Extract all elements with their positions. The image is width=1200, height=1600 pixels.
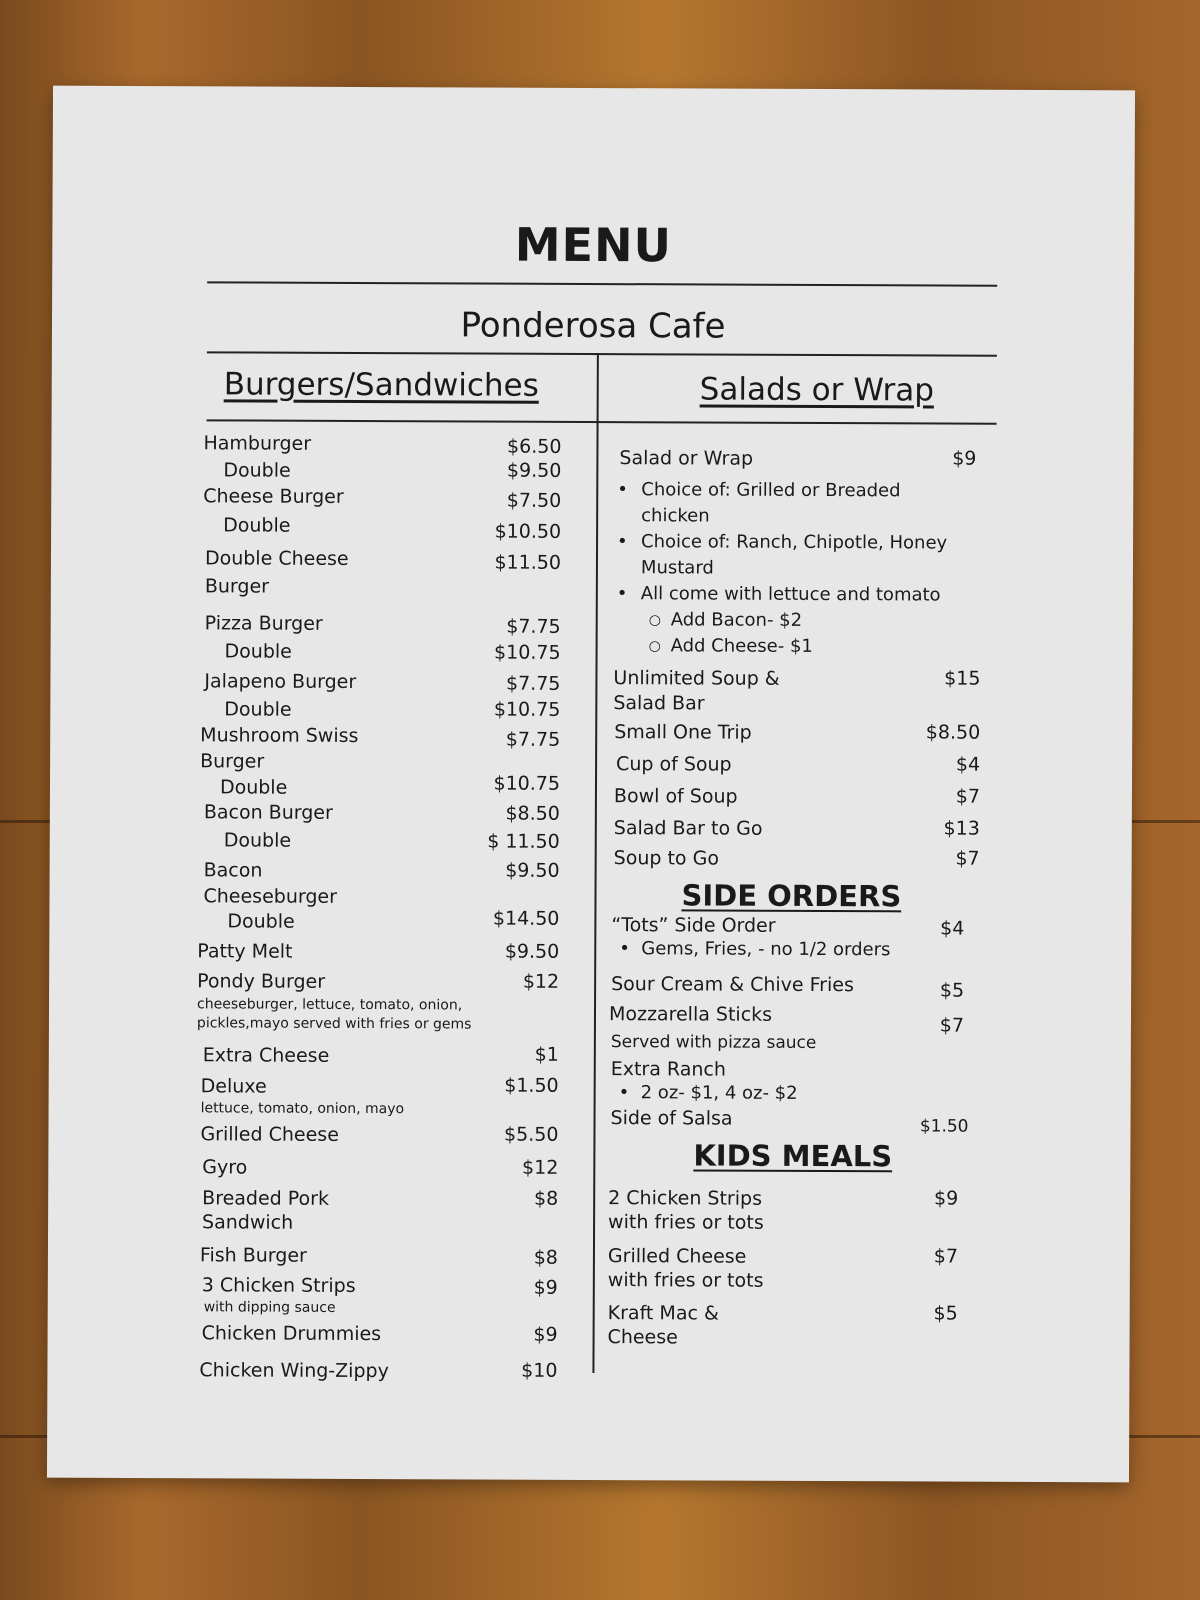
- divider-rule: [207, 281, 997, 286]
- circle-bullet: ○: [648, 638, 661, 655]
- menu-item-name: Double: [223, 829, 292, 852]
- menu-item-name: Side of Salsa: [610, 1107, 733, 1130]
- menu-item-name-cont: Salad Bar: [613, 692, 705, 715]
- menu-item-price: $10.75: [493, 698, 561, 721]
- menu-item-price: $ 11.50: [487, 830, 560, 853]
- menu-item-note: Served with pizza sauce: [610, 1032, 817, 1053]
- menu-item-name: Chicken Drummies: [201, 1322, 382, 1346]
- menu-item-name: Grilled Cheese: [200, 1123, 339, 1146]
- menu-item-price: $9.50: [506, 459, 562, 482]
- menu-item-price: $10: [521, 1359, 558, 1382]
- menu-item-note: lettuce, tomato, onion, mayo: [200, 1100, 405, 1118]
- menu-item-name: Sour Cream & Chive Fries: [611, 973, 854, 997]
- option-text: Choice of: Grilled or Breaded: [641, 479, 901, 502]
- menu-item-name: Mushroom Swiss: [200, 724, 359, 747]
- menu-item-name: Extra Cheese: [202, 1044, 330, 1067]
- menu-item-price: $10.75: [494, 641, 561, 664]
- circle-bullet: ○: [648, 612, 661, 629]
- menu-item-name: Fish Burger: [199, 1244, 307, 1267]
- menu-item-name-cont: Cheeseburger: [203, 885, 337, 908]
- menu-item-price: $12: [522, 1156, 559, 1179]
- menu-item-name: Gyro: [202, 1156, 248, 1179]
- menu-item-price: $7: [939, 1014, 964, 1037]
- menu-item-price: $12: [522, 970, 560, 993]
- menu-item-name: Hamburger: [203, 432, 312, 455]
- salads-heading: Salads or Wrap: [699, 371, 935, 409]
- menu-item-price: $11.50: [494, 551, 562, 574]
- menu-item-price: $1: [534, 1043, 559, 1066]
- bullet-dot: •: [619, 938, 630, 960]
- menu-item-name: Double: [219, 776, 288, 799]
- menu-item-price: $7.50: [506, 489, 562, 512]
- menu-item-name: Bacon: [203, 859, 263, 882]
- side-orders-heading: SIDE ORDERS: [681, 878, 902, 914]
- option-text: 2 oz- $1, 4 oz- $2: [640, 1082, 798, 1104]
- option-text: Gems, Fries, - no 1/2 orders: [641, 938, 891, 961]
- menu-item-price: $8.50: [505, 802, 560, 825]
- column-divider: [592, 353, 598, 1373]
- menu-item-price: $4: [955, 753, 981, 776]
- bullet-dot: •: [616, 583, 628, 605]
- menu-item-name: Soup to Go: [613, 847, 720, 870]
- menu-item-name: Cup of Soup: [616, 753, 732, 776]
- menu-item-name: Bacon Burger: [203, 801, 333, 824]
- menu-item-name: Pizza Burger: [204, 612, 323, 635]
- menu-item-name: Patty Melt: [197, 940, 293, 963]
- menu-item-name: Salad or Wrap: [619, 447, 754, 470]
- menu-item-name: Double: [227, 910, 295, 933]
- menu-item-name: Mozzarella Sticks: [608, 1003, 773, 1026]
- menu-item-name: Unlimited Soup &: [613, 667, 780, 690]
- menu-title: MENU: [514, 217, 673, 273]
- menu-item-name: Double: [224, 698, 292, 721]
- menu-item-price: $4: [940, 917, 965, 940]
- menu-item-name: 2 Chicken Strips: [608, 1187, 763, 1210]
- menu-item-price: $7.75: [505, 672, 561, 695]
- menu-item-name: Kraft Mac &: [607, 1302, 719, 1325]
- menu-item-price: $14.50: [492, 907, 560, 930]
- bullet-dot: •: [617, 479, 628, 501]
- menu-item-price: $5.50: [504, 1123, 559, 1146]
- menu-item-name: Small One Trip: [614, 721, 752, 744]
- menu-item-price: $9.50: [504, 940, 560, 963]
- menu-item-name-cont: Burger: [200, 750, 265, 773]
- menu-item-price: $1.50: [919, 1116, 969, 1137]
- menu-paper: [47, 86, 1135, 1483]
- menu-item-price: $8: [533, 1246, 558, 1269]
- menu-item-name: Double: [223, 459, 291, 482]
- menu-item-name: 3 Chicken Strips: [201, 1274, 356, 1297]
- menu-item-price: $9: [533, 1276, 558, 1299]
- divider-rule: [207, 419, 997, 424]
- menu-item-price: $7.75: [506, 615, 561, 638]
- menu-item-note: pickles,mayo served with fries or gems: [196, 1015, 472, 1033]
- addon-text: Add Bacon- $2: [670, 609, 803, 631]
- menu-item-note: with dipping sauce: [203, 1299, 336, 1316]
- menu-item-name: Salad Bar to Go: [613, 817, 763, 840]
- menu-item-name: Deluxe: [200, 1075, 267, 1098]
- menu-item-name: Jalapeno Burger: [204, 670, 357, 693]
- menu-item-name: Double: [223, 514, 291, 537]
- menu-item-name: Cheese Burger: [203, 485, 344, 508]
- menu-item-price: $5: [933, 1302, 958, 1325]
- menu-item-name-cont: with fries or tots: [607, 1269, 764, 1292]
- menu-item-name: Extra Ranch: [610, 1058, 726, 1081]
- menu-item-price: $15: [944, 667, 981, 690]
- bullet-dot: •: [617, 531, 628, 553]
- menu-item-price: $13: [943, 817, 980, 840]
- menu-item-price: $9.50: [505, 859, 560, 882]
- menu-item-price: $7: [933, 1245, 958, 1268]
- menu-item-name-cont: Cheese: [607, 1326, 678, 1349]
- menu-item-price: $6.50: [507, 435, 562, 458]
- divider-rule: [207, 351, 997, 356]
- menu-item-name: Pondy Burger: [197, 970, 326, 993]
- menu-item-name: Double: [224, 640, 292, 663]
- menu-item-name-cont: with fries or tots: [608, 1211, 764, 1234]
- kids-meals-heading: KIDS MEALS: [693, 1138, 893, 1174]
- menu-item-name: Breaded Pork: [202, 1187, 330, 1210]
- menu-item-name-cont: Burger: [204, 575, 270, 598]
- menu-item-name: Bowl of Soup: [613, 785, 738, 808]
- option-text: Choice of: Ranch, Chipotle, Honey: [641, 531, 948, 554]
- menu-item-price: $1.50: [504, 1074, 559, 1097]
- menu-item-name: “Tots” Side Order: [611, 914, 776, 937]
- option-text: All come with lettuce and tomato: [640, 583, 941, 606]
- option-text: Mustard: [640, 557, 714, 579]
- option-text: chicken: [641, 505, 710, 527]
- menu-item-price: $5: [939, 979, 965, 1002]
- menu-item-price: $10.50: [494, 520, 562, 543]
- menu-item-name-cont: Sandwich: [202, 1211, 294, 1234]
- menu-item-price: $7: [955, 785, 980, 808]
- menu-item-price: $7.75: [505, 728, 561, 751]
- burgers-heading: Burgers/Sandwiches: [223, 366, 539, 404]
- menu-item-price: $7: [955, 847, 980, 870]
- menu-item-price: $8.50: [925, 721, 981, 744]
- menu-item-name: Grilled Cheese: [607, 1245, 747, 1268]
- restaurant-name: Ponderosa Cafe: [460, 305, 726, 347]
- bullet-dot: •: [618, 1082, 630, 1104]
- menu-item-price: $8: [533, 1187, 559, 1210]
- menu-item-price: $9: [933, 1187, 959, 1210]
- menu-item-price: $9: [533, 1323, 558, 1346]
- menu-item-note: cheeseburger, lettuce, tomato, onion,: [197, 996, 463, 1014]
- menu-item-price: $10.75: [493, 772, 561, 795]
- addon-text: Add Cheese- $1: [670, 635, 813, 657]
- menu-item-name: Chicken Wing-Zippy: [199, 1359, 389, 1383]
- menu-item-name: Double Cheese: [204, 547, 349, 570]
- menu-item-price: $9: [952, 447, 977, 470]
